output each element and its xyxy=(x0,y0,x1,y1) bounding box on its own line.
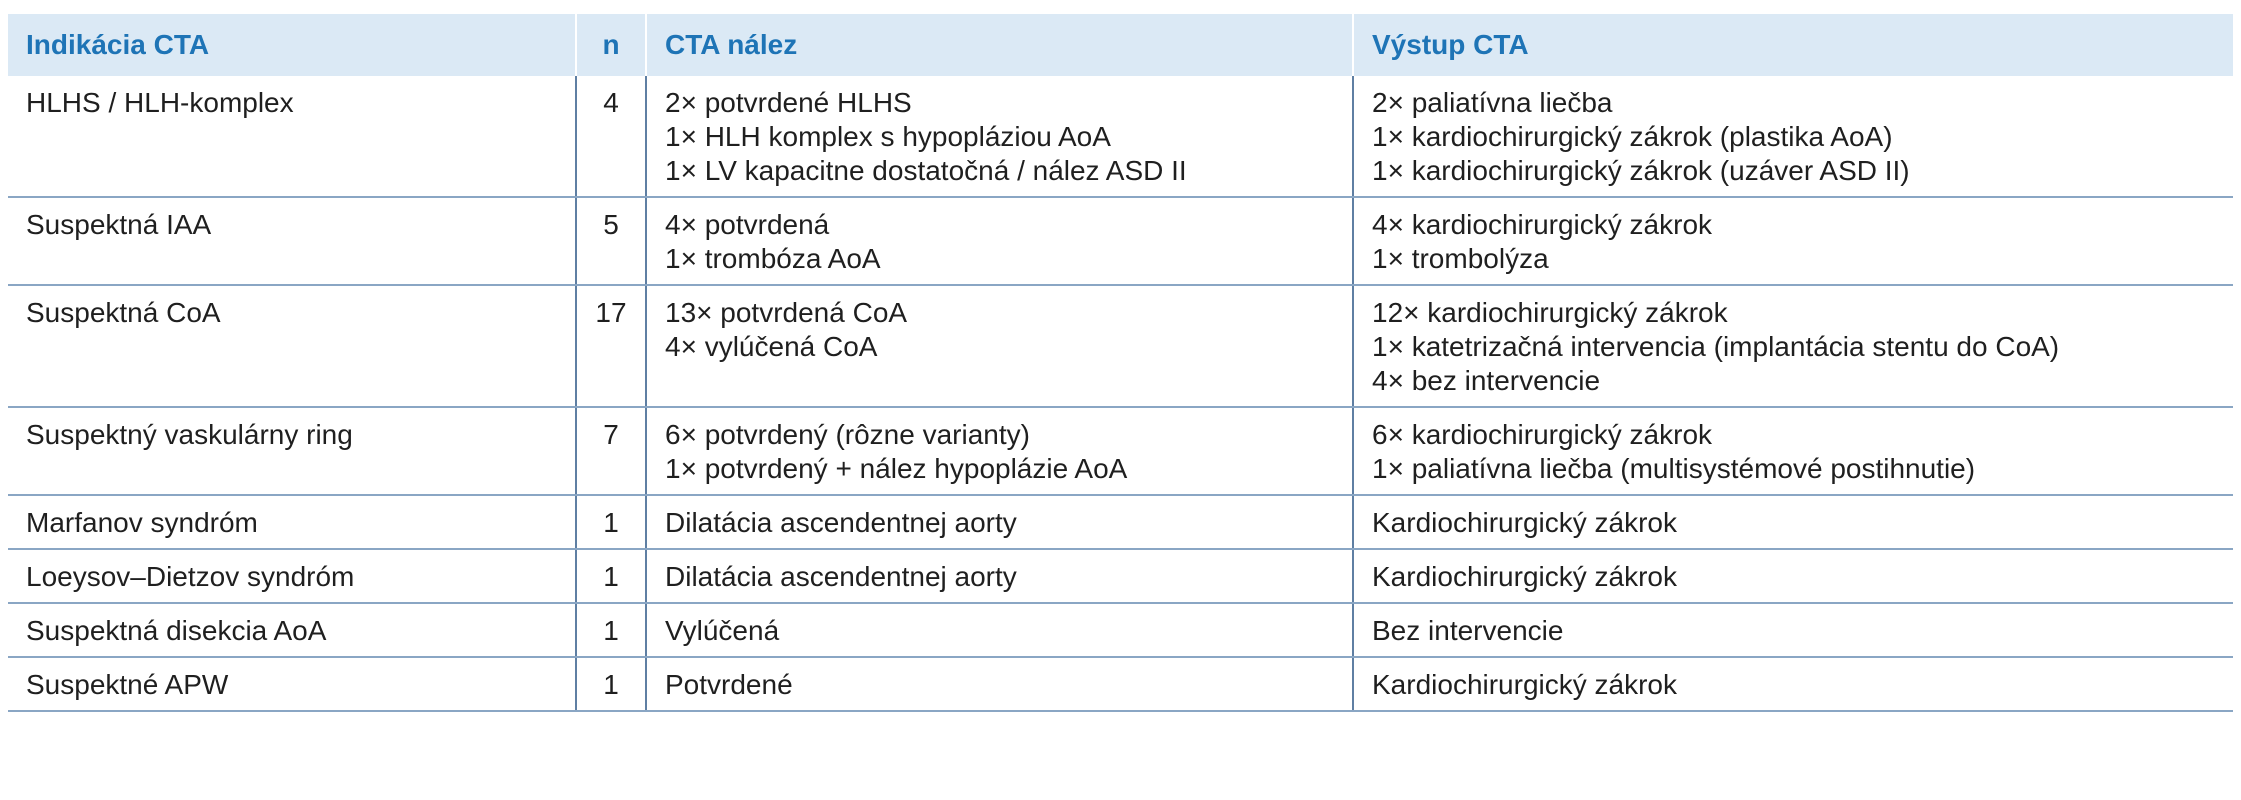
cell-indication: Suspektné APW xyxy=(8,657,576,711)
cell-n: 4 xyxy=(576,76,646,197)
cell-n: 17 xyxy=(576,285,646,407)
cell-n: 1 xyxy=(576,603,646,657)
cell-cta-output xyxy=(1353,657,2233,711)
cell-cta-finding xyxy=(646,76,1353,197)
cell-cta-finding xyxy=(646,549,1353,603)
cell-n: 1 xyxy=(576,657,646,711)
finding-line: 1× trombóza AoA xyxy=(665,243,881,274)
finding-line: 13× potvrdená CoA xyxy=(665,297,908,328)
output-line: Kardiochirurgický zákrok xyxy=(1372,561,1677,592)
header-cta-finding: CTA nález xyxy=(646,14,1353,76)
cell-n: 1 xyxy=(576,549,646,603)
output-line: 1× kardiochirurgický zákrok (plastika AoA) xyxy=(1372,121,1893,152)
cell-cta-finding xyxy=(646,495,1353,549)
header-n: n xyxy=(576,14,646,76)
output-line: 1× trombolýza xyxy=(1372,243,1549,274)
cell-indication: Loeysov–Dietzov syndróm xyxy=(8,549,576,603)
cell-cta-finding xyxy=(646,285,1353,407)
output-line: Bez intervencie xyxy=(1372,615,1564,646)
finding-line: 6× potvrdený (rôzne varianty) xyxy=(665,419,1030,450)
output-line: 2× paliatívna liečba xyxy=(1372,87,1613,118)
finding-line: Dilatácia ascendentnej aorty xyxy=(665,507,1017,538)
finding-line: 2× potvrdené HLHS xyxy=(665,87,912,118)
output-line: 1× katetrizačná intervencia (implantácia stentu do CoA) xyxy=(1372,331,2060,362)
table-row xyxy=(8,285,2233,407)
cell-cta-output xyxy=(1353,407,2233,495)
cell-cta-finding xyxy=(646,657,1353,711)
header-indication: Indikácia CTA xyxy=(26,29,210,60)
cell-indication: Suspektný vaskulárny ring xyxy=(8,407,576,495)
cell-cta-output xyxy=(1353,76,2233,197)
output-line: Kardiochirurgický zákrok xyxy=(1372,669,1677,700)
cell-indication: Suspektná disekcia AoA xyxy=(8,603,576,657)
finding-line: 4× potvrdená xyxy=(665,209,830,240)
table-row xyxy=(8,549,2233,603)
cell-cta-finding xyxy=(646,197,1353,285)
table-row xyxy=(8,495,2233,549)
cell-cta-output xyxy=(1353,603,2233,657)
cell-n: 5 xyxy=(576,197,646,285)
cell-indication: HLHS / HLH-komplex xyxy=(8,76,576,197)
cell-indication: Suspektná IAA xyxy=(8,197,576,285)
output-line: 12× kardiochirurgický zákrok xyxy=(1372,297,1728,328)
output-line: 1× paliatívna liečba (multisystémové postihnutie) xyxy=(1372,453,1976,484)
table-row xyxy=(8,603,2233,657)
cell-cta-finding xyxy=(646,407,1353,495)
cell-cta-output xyxy=(1353,549,2233,603)
cell-cta-output xyxy=(1353,495,2233,549)
finding-line: 4× vylúčená CoA xyxy=(665,331,878,362)
cell-indication: Marfanov syndróm xyxy=(8,495,576,549)
output-line: Kardiochirurgický zákrok xyxy=(1372,507,1677,538)
cell-cta-output xyxy=(1353,197,2233,285)
output-line: 1× kardiochirurgický zákrok (uzáver ASD II) xyxy=(1372,155,1910,186)
finding-line: Vylúčená xyxy=(665,615,780,646)
table-body xyxy=(8,76,2233,711)
header-cta-output: Výstup CTA xyxy=(1372,29,1529,60)
table-row xyxy=(8,76,2233,197)
cell-n: 1 xyxy=(576,495,646,549)
output-line: 4× kardiochirurgický zákrok xyxy=(1372,209,1713,240)
table-header-row xyxy=(8,14,2233,76)
output-line: 6× kardiochirurgický zákrok xyxy=(1372,419,1713,450)
finding-line: 1× HLH komplex s hypopláziou AoA xyxy=(665,121,1111,152)
cta-indications-table xyxy=(8,14,2233,712)
table-row xyxy=(8,197,2233,285)
output-line: 4× bez intervencie xyxy=(1372,365,1601,396)
cell-indication: Suspektná CoA xyxy=(8,285,576,407)
table-row xyxy=(8,657,2233,711)
finding-line: 1× potvrdený + nález hypoplázie AoA xyxy=(665,453,1128,484)
finding-line: Potvrdené xyxy=(665,669,793,700)
finding-line: 1× LV kapacitne dostatočná / nález ASD II xyxy=(665,155,1187,186)
cell-cta-output xyxy=(1353,285,2233,407)
cell-n: 7 xyxy=(576,407,646,495)
finding-line: Dilatácia ascendentnej aorty xyxy=(665,561,1017,592)
table-row xyxy=(8,407,2233,495)
cell-cta-finding xyxy=(646,603,1353,657)
